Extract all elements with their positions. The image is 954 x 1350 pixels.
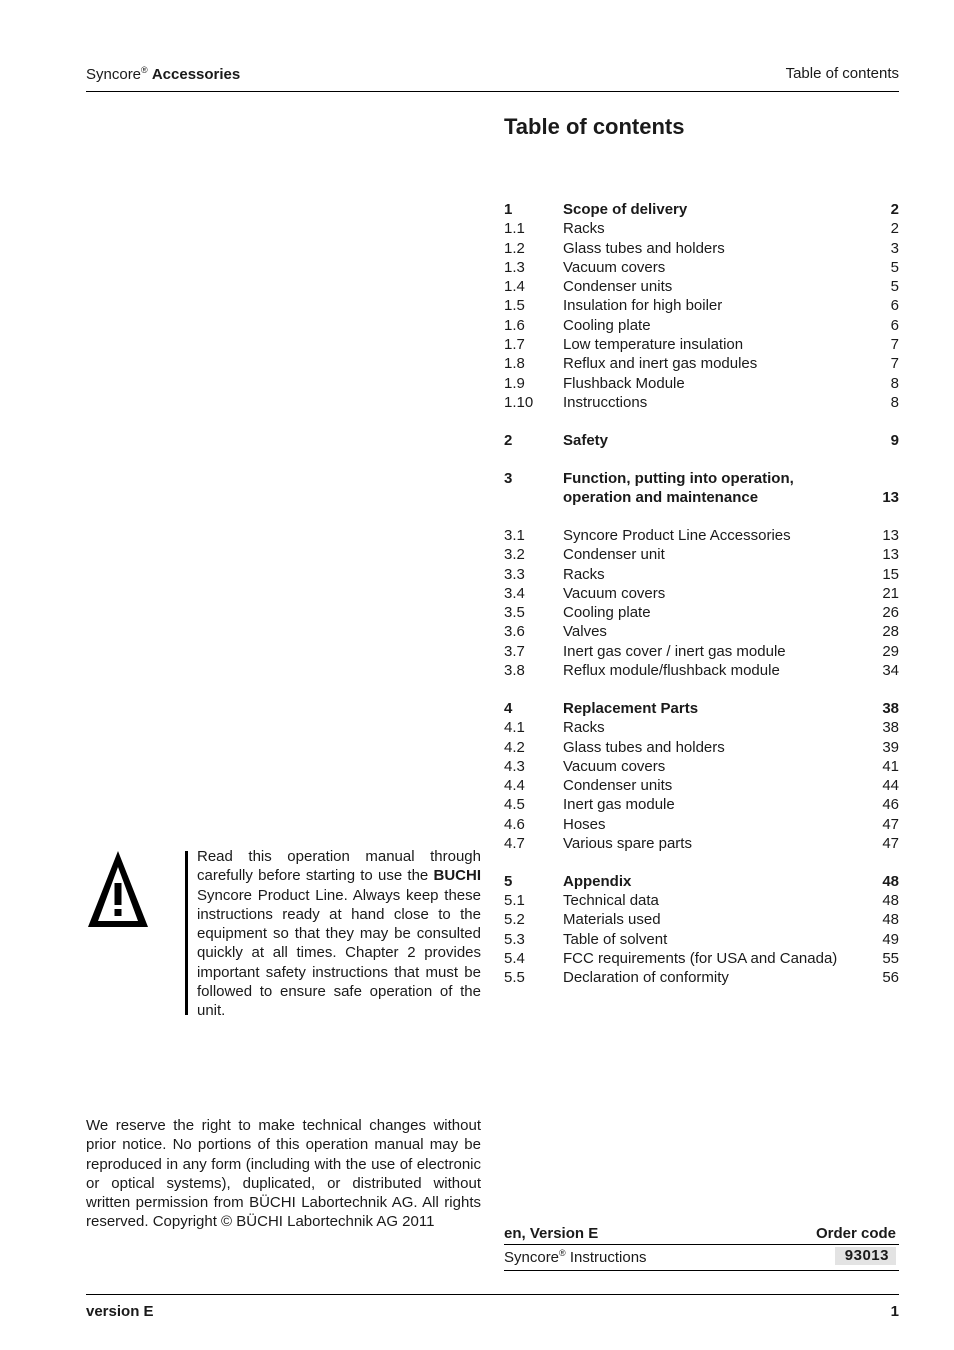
toc-number: 1.5: [504, 297, 525, 315]
toc-gap: [504, 450, 899, 469]
toc-number: 3.7: [504, 642, 525, 660]
toc-page: 9: [890, 431, 899, 449]
toc-page: 13: [882, 489, 899, 507]
toc-number: 4.4: [504, 777, 525, 795]
toc-row: [504, 354, 899, 373]
toc-row: [504, 872, 899, 891]
toc-row: [504, 699, 899, 718]
toc-number: 1.4: [504, 278, 525, 296]
toc-title: Inert gas module: [563, 796, 675, 814]
toc-title: Appendix: [563, 872, 632, 890]
toc-page: 6: [890, 316, 899, 334]
toc-number: 5.5: [504, 969, 525, 987]
order-code-label: Order code: [815, 1225, 896, 1242]
header-product-name: Accessories: [151, 66, 241, 83]
toc-page: 56: [882, 969, 899, 987]
toc-number: 3.2: [504, 546, 525, 564]
toc-page: 34: [882, 662, 899, 680]
toc-number: 1.9: [504, 374, 525, 392]
toc-title: Glass tubes and holders: [563, 239, 725, 257]
toc-page: 8: [890, 393, 899, 411]
toc-number: 4.7: [504, 834, 525, 852]
toc-row: [504, 795, 899, 814]
toc-number: 3: [504, 469, 513, 487]
rights-notice: We reserve the right to make technical changes without prior notice. No portions of this operation manual may be reproduced in any form (including with the use of electronic or optical systems), duplicated, or distributed without written permission from BÜCHI Labortechnik AG. All rights reserved. Copyright © BÜCHI Labortechnik AG 2011: [86, 1117, 481, 1231]
order-header-row: [504, 1223, 899, 1245]
toc-number: 2: [504, 431, 513, 449]
toc-row: [504, 431, 899, 450]
toc-number: 4.5: [504, 796, 525, 814]
toc-title: Technical data: [563, 892, 659, 910]
toc-row: [504, 469, 899, 488]
toc-row: [504, 603, 899, 622]
page-number: 1: [890, 1303, 899, 1320]
toc-page: 2: [890, 220, 899, 238]
toc-row: [504, 834, 899, 853]
toc-row: [504, 891, 899, 910]
toc-page: 49: [882, 930, 899, 948]
toc-page: 38: [882, 699, 899, 717]
toc-title: FCC requirements (for USA and Canada): [563, 950, 838, 968]
toc-gap: [504, 412, 899, 431]
toc-title: Function, putting into operation,: [563, 469, 794, 487]
toc-row: [504, 296, 899, 315]
toc-row: [504, 374, 899, 393]
toc-row: [504, 277, 899, 296]
toc-row: [504, 565, 899, 584]
toc-page: 3: [890, 239, 899, 257]
toc-number: 1: [504, 201, 513, 218]
toc-page: 8: [890, 374, 899, 392]
toc-title: Vacuum covers: [563, 584, 666, 602]
toc-number: 4.6: [504, 815, 525, 833]
toc-page: 55: [882, 950, 899, 968]
toc-number: 4.1: [504, 719, 525, 737]
toc-page: 46: [882, 796, 899, 814]
header-brand: Syncore: [86, 66, 142, 83]
toc-number: 3.6: [504, 623, 525, 641]
warning-divider: [185, 851, 188, 1015]
toc-title: Condenser units: [563, 777, 673, 795]
toc-title: Vacuum covers: [563, 757, 666, 775]
toc-row: [504, 949, 899, 968]
toc-row: [504, 738, 899, 757]
toc-page: 44: [882, 777, 899, 795]
order-code-table: [504, 1223, 899, 1271]
toc-row: [504, 622, 899, 641]
toc-number: 3.4: [504, 584, 525, 602]
toc-title: Reflux module/flushback module: [563, 662, 780, 680]
toc-row: [504, 776, 899, 795]
toc-number: 4: [504, 699, 513, 717]
toc-title: Valves: [563, 623, 607, 641]
toc-row: [504, 815, 899, 834]
toc-page: 5: [890, 278, 899, 296]
toc-page: 47: [882, 815, 899, 833]
toc-title: Low temperature insulation: [563, 336, 744, 354]
toc-number: 1.6: [504, 316, 525, 334]
toc-number: 4.3: [504, 757, 525, 775]
warning-triangle-icon: [86, 849, 150, 929]
toc-title: Scope of delivery: [563, 201, 688, 218]
toc-page: 2: [890, 201, 899, 218]
warning-text: Read this operation manual through carefully before starting to use the BUCHI Syncore Product Line. Always keep these instructions ready at hand close to the equipment so that they may be consulted quickly at all times. Chapter 2 provides important safety instructions that must be followed to ensure safe operation of the unit.: [197, 848, 481, 1020]
page-title: Table of contents: [504, 114, 685, 139]
toc-page: 47: [882, 834, 899, 852]
order-product: Syncore® Instructions: [504, 1248, 647, 1266]
toc-title: Declaration of conformity: [563, 969, 729, 987]
toc-row: [504, 968, 899, 987]
toc-page: 6: [890, 297, 899, 315]
order-code-value: 93013: [835, 1247, 896, 1265]
toc-title: Hoses: [563, 815, 606, 833]
toc-title: Reflux and inert gas modules: [563, 355, 758, 373]
toc-title: Racks: [563, 220, 605, 238]
toc-number: 1.3: [504, 258, 525, 276]
toc-row: [504, 718, 899, 737]
toc-row: [504, 642, 899, 661]
toc-number: 5: [504, 872, 513, 890]
toc-gap: [504, 680, 899, 699]
page-header: [86, 63, 899, 92]
toc-title: Racks: [563, 565, 605, 583]
toc-row: [504, 757, 899, 776]
toc-title: Vacuum covers: [563, 258, 666, 276]
toc-number: 3.1: [504, 526, 525, 544]
toc-title: Condenser units: [563, 278, 673, 296]
toc-row: [504, 316, 899, 335]
toc-number: 5.3: [504, 930, 525, 948]
toc-page: 7: [890, 336, 899, 354]
toc-number: 5.1: [504, 892, 525, 910]
toc-page: 38: [882, 719, 899, 737]
footer-version: version E: [86, 1303, 154, 1320]
toc-title: Table of solvent: [563, 930, 668, 948]
toc-page: 26: [882, 604, 899, 622]
toc-number: 3.8: [504, 662, 525, 680]
toc-title: Instrucctions: [563, 393, 648, 411]
toc-number: 4.2: [504, 738, 525, 756]
toc-title: Glass tubes and holders: [563, 738, 725, 756]
toc-page: 28: [882, 623, 899, 641]
toc-page: 29: [882, 642, 899, 660]
toc-page: 15: [882, 565, 899, 583]
header-reg-mark: ®: [141, 65, 148, 75]
toc-row: [504, 910, 899, 929]
toc-page: 7: [890, 355, 899, 373]
header-product: [86, 65, 240, 83]
toc-row: [504, 526, 899, 545]
toc-number: 5.2: [504, 911, 525, 929]
toc-number: 1.1: [504, 220, 525, 238]
toc-page: 13: [882, 546, 899, 564]
toc-number: 1.2: [504, 239, 525, 257]
toc-number: 5.4: [504, 950, 525, 968]
order-value-row: [504, 1245, 899, 1271]
toc-gap: [504, 853, 899, 872]
toc-row: [504, 219, 899, 238]
toc-page: 21: [882, 584, 899, 602]
toc-title: Cooling plate: [563, 316, 651, 334]
toc-title: operation and maintenance: [563, 489, 759, 507]
toc-title: Syncore Product Line Accessories: [563, 526, 791, 544]
toc-title: Racks: [563, 719, 605, 737]
toc-page: 48: [882, 892, 899, 910]
toc-number: 1.8: [504, 355, 525, 373]
toc-row: [504, 930, 899, 949]
toc-row: [504, 393, 899, 412]
toc-page: 48: [882, 872, 899, 890]
table-of-contents: [504, 200, 899, 988]
toc-title: Safety: [563, 431, 609, 449]
toc-number: 3.5: [504, 604, 525, 622]
warning-brand: BUCHI: [433, 867, 481, 885]
toc-title: Cooling plate: [563, 604, 651, 622]
toc-gap: [504, 507, 899, 526]
toc-page: 39: [882, 738, 899, 756]
toc-title: Replacement Parts: [563, 699, 699, 717]
toc-title: Inert gas cover / inert gas module: [563, 642, 786, 660]
toc-row: [504, 545, 899, 564]
toc-title: Condenser unit: [563, 546, 665, 564]
toc-title: Flushback Module: [563, 374, 685, 392]
toc-page: 5: [890, 258, 899, 276]
toc-title: Materials used: [563, 911, 661, 929]
toc-row: [504, 258, 899, 277]
page-footer: [86, 1294, 899, 1320]
toc-title: Insulation for high boiler: [563, 297, 723, 315]
toc-number: 3.3: [504, 565, 525, 583]
toc-row: [504, 200, 899, 219]
toc-number: 1.10: [504, 393, 534, 411]
version-label: en, Version E: [504, 1225, 599, 1242]
toc-number: 1.7: [504, 336, 525, 354]
toc-row: [504, 239, 899, 258]
toc-page: 13: [882, 526, 899, 544]
toc-row: [504, 584, 899, 603]
header-section: Table of contents: [785, 65, 899, 82]
toc-row: [504, 661, 899, 680]
toc-page: 48: [882, 911, 899, 929]
toc-row: [504, 488, 899, 507]
toc-title: Various spare parts: [563, 834, 692, 852]
toc-row: [504, 335, 899, 354]
toc-page: 41: [882, 757, 899, 775]
